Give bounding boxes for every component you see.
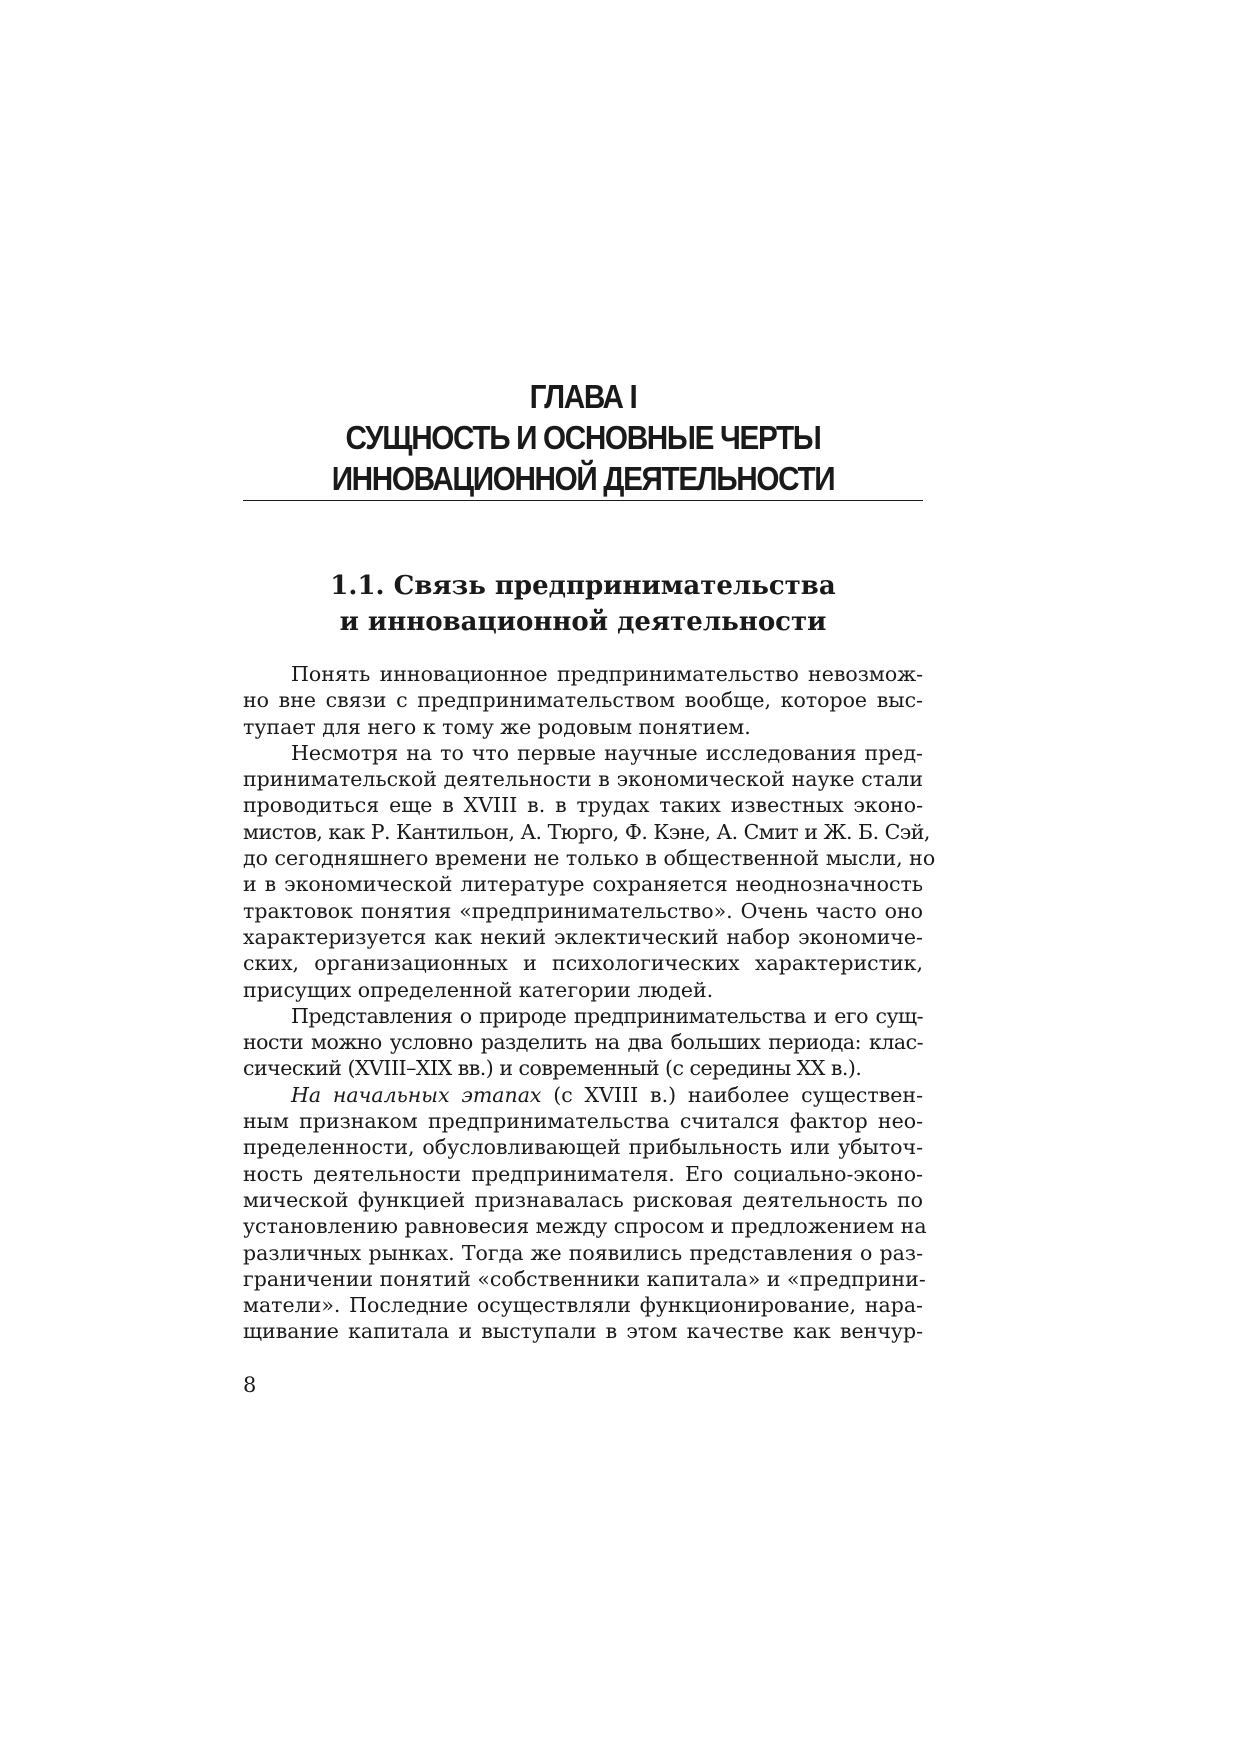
- text-line: мической функцией признавалась рисковая деятельность по: [243, 1187, 923, 1212]
- text-line: мистов, как Р. Кантильон, А. Тюрго, Ф. Кэне, А. Смит и Ж. Б. Сэй,: [243, 819, 930, 844]
- text-line: характеризуется как некий эклектический набор экономиче-: [243, 924, 923, 949]
- italic-term: На начальных этапах: [291, 1082, 542, 1107]
- text-line: тупает для него к тому же родовым понятием.: [243, 714, 751, 739]
- text-line: ным признаком предпринимательства считался фактор нео-: [243, 1109, 923, 1134]
- text-line: различных рынках. Тогда же появились представления о раз-: [243, 1240, 923, 1265]
- text-line: матели». Последние осуществляли функционирование, нара-: [243, 1293, 923, 1318]
- text-line: присущих определенной категории людей.: [243, 977, 714, 1002]
- chapter-title-line-1: СУЩНОСТЬ И ОСНОВНЫЕ ЧЕРТЫ: [345, 419, 821, 456]
- text-line: граничении понятий «собственники капитала» и «предприни-: [243, 1266, 926, 1291]
- chapter-number: ГЛАВА I: [529, 378, 637, 415]
- text-line-rest: (с XVIII в.) наиболее существен-: [553, 1082, 923, 1107]
- chapter-divider: [243, 500, 923, 501]
- text-line: [243, 1082, 923, 1108]
- text-line: щивание капитала и выступали в этом качестве как венчур-: [243, 1319, 923, 1344]
- text-line: принимательской деятельности в экономической науке стали: [243, 767, 923, 792]
- text-line: Несмотря на то что первые научные исследования пред-: [291, 740, 923, 765]
- section-title-line-2: и инновационной деятельности: [339, 607, 827, 637]
- section-title-line-1: 1.1. Связь предпринимательства: [330, 571, 836, 601]
- text-line: Представления о природе предпринимательства и его сущ-: [291, 1003, 923, 1028]
- text-line: и в экономической литературе сохраняется неоднозначность: [243, 872, 923, 897]
- chapter-title-line-2: ИННОВАЦИОННОЙ ДЕЯТЕЛЬНОСТИ: [331, 460, 835, 497]
- text-line: ских, организационных и психологических характеристик,: [243, 951, 923, 976]
- text-line: до сегодняшнего времени не только в общественной мысли, но: [243, 846, 936, 871]
- section-title: [243, 568, 923, 640]
- text-line: ности можно условно разделить на два больших периода: клас-: [243, 1030, 923, 1055]
- text-line: трактовок понятия «предпринимательство». Очень часто оно: [243, 898, 923, 923]
- text-line: но вне связи с предпринимательством вообще, которое выс-: [243, 688, 923, 713]
- chapter-title: [277, 376, 889, 499]
- text-line: сический (XVIII–XIX вв.) и современный (с середины XX в.).: [243, 1056, 862, 1081]
- text-line: пределенности, обусловливающей прибыльность или убыточ-: [243, 1135, 923, 1160]
- text-line: ность деятельности предпринимателя. Его социально-эконо-: [243, 1161, 923, 1186]
- text-line: установлению равновесия между спросом и предложением на: [243, 1214, 927, 1239]
- page-number: 8: [243, 1373, 257, 1397]
- text-line: Понять инновационное предпринимательство невозмож-: [291, 662, 923, 686]
- text-line: проводиться еще в XVIII в. в трудах таких известных эконо-: [243, 793, 923, 818]
- body-text: [243, 661, 936, 1345]
